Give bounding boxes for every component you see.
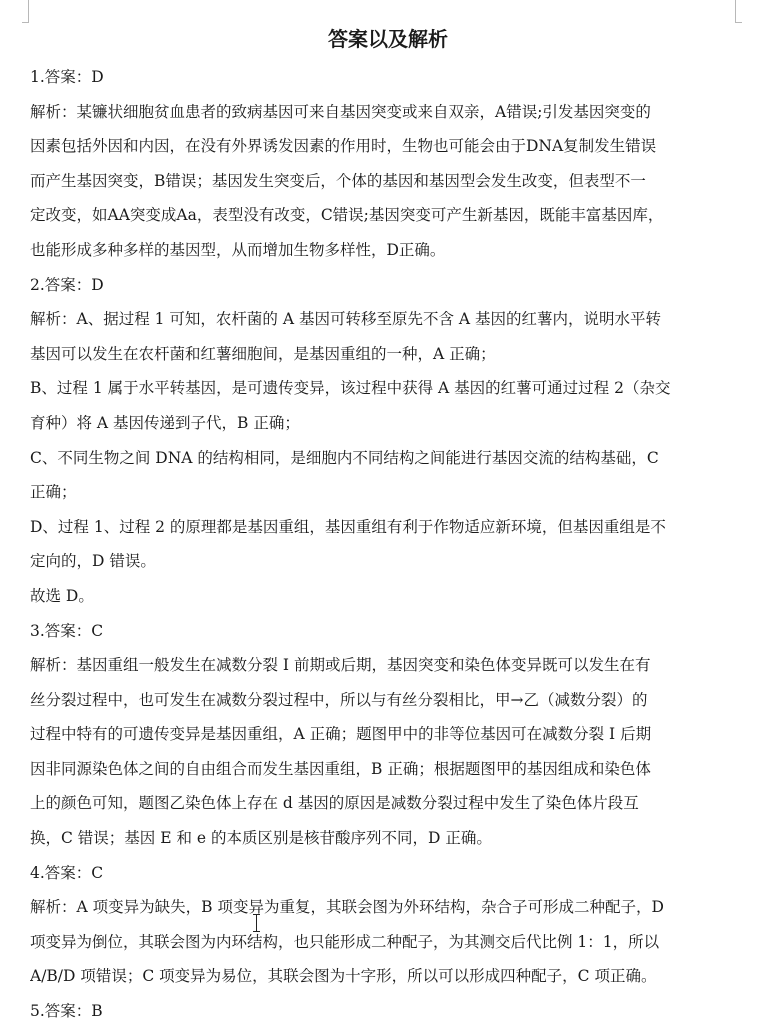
answer-2-conclusion: 故选 D。 xyxy=(30,586,94,605)
answer-3-explanation-line: 过程中特有的可遗传变异是基因重组，A 正确；题图甲中的非等位基因可在减数分裂 Ⅰ 后期 xyxy=(30,725,652,744)
answer-2-explanation-line: C、不同生物之间 DNA 的结构相同，是细胞内不同结构之间能进行基因交流的结构基础，C xyxy=(30,448,659,467)
answer-3-explanation-line: 丝分裂过程中，也可发生在减数分裂过程中，所以与有丝分裂相比，甲→乙（减数分裂）的 xyxy=(30,690,648,709)
text-cursor-icon xyxy=(256,914,265,932)
page-corner-mark-left xyxy=(22,0,29,23)
answer-2-explanation-line: 定向的，D 错误。 xyxy=(30,552,156,571)
answer-2-explanation-line: 正确； xyxy=(30,483,77,502)
document-title: 答案以及解析 xyxy=(328,27,448,51)
answer-2-explanation-line: 基因可以发生在农杆菌和红薯细胞间，是基因重组的一种，A 正确； xyxy=(30,344,496,363)
answer-3-heading: 3.答案：C xyxy=(30,621,104,640)
answer-4-explanation-line: 解析：A 项变异为缺失，B 项变异为重复，其联会图为外环结构，杂合子可形成二种配子，D xyxy=(30,898,664,917)
answer-1-heading: 1.答案：D xyxy=(30,68,104,86)
answer-2-heading: 2.答案：D xyxy=(30,275,104,294)
answer-3-explanation-line: 换，C 错误；基因 E 和 e 的本质区别是核苷酸序列不同，D 正确。 xyxy=(30,829,492,848)
answer-3-explanation-line: 因非同源染色体之间的自由组合而发生基因重组，B 正确；根据题图甲的基因组成和染色体 xyxy=(30,759,651,778)
answer-3-explanation-line: 解析：基因重组一般发生在减数分裂 Ⅰ 前期或后期，基因突变和染色体变异既可以发生在有 xyxy=(30,656,651,675)
answer-1-explanation-line: 因素包括外因和内因，在没有外界诱发因素的作用时，生物也可能会由于DNA复制发生错误 xyxy=(30,137,657,156)
page-corner-mark-right xyxy=(735,0,742,23)
answer-1-explanation-line: 而产生基因突变，B错误；基因发生突变后，个体的基因和基因型会发生改变，但表型不一 xyxy=(30,171,646,190)
answer-4-heading: 4.答案：C xyxy=(30,863,104,882)
answer-4-explanation-line: A/B/D 项错误；C 项变异为易位，其联会图为十字形，所以可以形成四种配子，C 项正确。 xyxy=(30,967,657,986)
answer-1-explanation-line: 定改变，如AA突变成Aa，表型没有改变，C错误;基因突变可产生新基因，既能丰富基因库， xyxy=(30,206,664,225)
answer-1-explanation-line: 解析：某镰状细胞贫血患者的致病基因可来自基因突变或来自双亲，A错误;引发基因突变的 xyxy=(30,102,651,121)
answer-2-explanation-line: B、过程 1 属于水平转基因，是可遗传变异，该过程中获得 A 基因的红薯可通过过程 2（杂交 xyxy=(30,379,671,398)
answer-1-explanation-line: 也能形成多种多样的基因型，从而增加生物多样性，D正确。 xyxy=(30,240,446,259)
answer-3-explanation-line: 上的颜色可知，题图乙染色体上存在 d 基因的原因是减数分裂过程中发生了染色体片段互 xyxy=(30,794,639,813)
answer-5-heading: 5.答案：B xyxy=(30,1002,103,1021)
answer-2-explanation-line: 解析：A、据过程 1 可知，农杆菌的 A 基因可转移至原先不含 A 基因的红薯内，说明水平转 xyxy=(30,310,662,329)
answer-2-explanation-line: D、过程 1、过程 2 的原理都是基因重组，基因重组有利于作物适应新环境，但基因重组是不 xyxy=(30,517,666,536)
answer-4-explanation-line: 项变异为倒位，其联会图为内环结构，也只能形成二种配子，为其测交后代比例 1：1，所以 xyxy=(30,932,660,951)
document-page xyxy=(30,22,746,1029)
answer-2-explanation-line: 育种）将 A 基因传递到子代，B 正确； xyxy=(30,413,300,432)
